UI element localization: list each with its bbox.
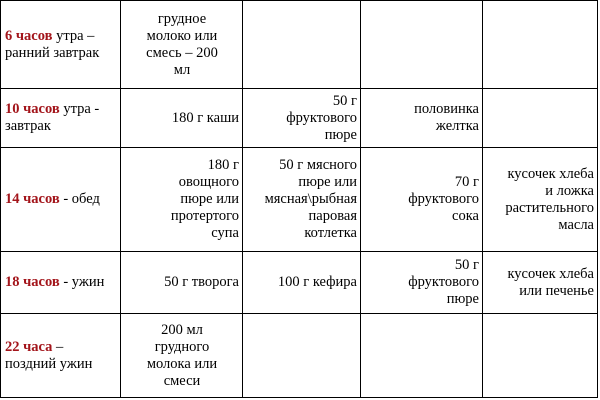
food-item: 70 г фруктового сока [408, 174, 479, 224]
food-item-cell [243, 314, 361, 398]
food-item: 180 г овощного пюре или протертого супа [170, 157, 239, 241]
food-item-cell [121, 89, 243, 148]
meal-time-cell [1, 89, 121, 148]
meal-time-label: - обед [59, 191, 100, 207]
meal-time-hours: 6 часов [5, 27, 53, 44]
table-row-10am [1, 89, 598, 148]
meal-time-hours: 18 часов [5, 274, 60, 290]
meal-time-cell [1, 148, 121, 252]
meal-time-label: - ужин [59, 274, 105, 290]
food-item-cell [361, 89, 483, 148]
food-item-cell [483, 1, 598, 89]
meal-time-label: утра - завтрак [5, 101, 100, 134]
food-item: 100 г кефира [277, 274, 357, 290]
meal-time-hours: 14 часов [5, 191, 60, 207]
food-item: 50 г фруктового пюре [286, 92, 357, 143]
table-row-6am [1, 1, 598, 89]
food-item: 50 г фруктового пюре [408, 257, 479, 307]
food-item-cell [361, 148, 483, 252]
food-item-cell [483, 252, 598, 314]
food-item-cell [361, 252, 483, 314]
meal-time-cell [1, 252, 121, 314]
food-item-cell [243, 89, 361, 148]
meal-time-label: – поздний ужин [5, 338, 93, 372]
food-item: грудное молоко или смесь – 200 мл [146, 10, 218, 78]
food-item-cell [121, 314, 243, 398]
meal-time-cell [1, 1, 121, 89]
food-item-cell [361, 314, 483, 398]
food-item: половинка желтка [414, 101, 479, 134]
food-item: кусочек хлеба и ложка растительного масла [505, 165, 594, 233]
food-item: 50 г творога [164, 274, 239, 290]
meal-time-cell [1, 314, 121, 398]
table-row-6pm [1, 252, 598, 314]
food-item: кусочек хлеба или печенье [507, 265, 594, 299]
food-item-cell [483, 314, 598, 398]
food-item-cell [121, 1, 243, 89]
food-item: 200 мл грудного молока или смеси [146, 321, 218, 389]
table-row-2pm [1, 148, 598, 252]
food-item-cell [243, 148, 361, 252]
food-item: 50 г мясного пюре или мясная\рыбная паровая котлетка [264, 157, 357, 241]
food-item-cell [361, 1, 483, 89]
food-item-cell [121, 148, 243, 252]
food-item: 180 г каши [171, 109, 239, 126]
meal-time-label: утра – ранний завтрак [5, 27, 100, 61]
table-row-10pm [1, 314, 598, 398]
food-item-cell [243, 252, 361, 314]
food-item-cell [243, 1, 361, 89]
food-item-cell [483, 148, 598, 252]
food-item-cell [483, 89, 598, 148]
food-item-cell [121, 252, 243, 314]
meal-time-hours: 10 часов [5, 101, 60, 117]
meal-time-hours: 22 часа [5, 338, 53, 355]
